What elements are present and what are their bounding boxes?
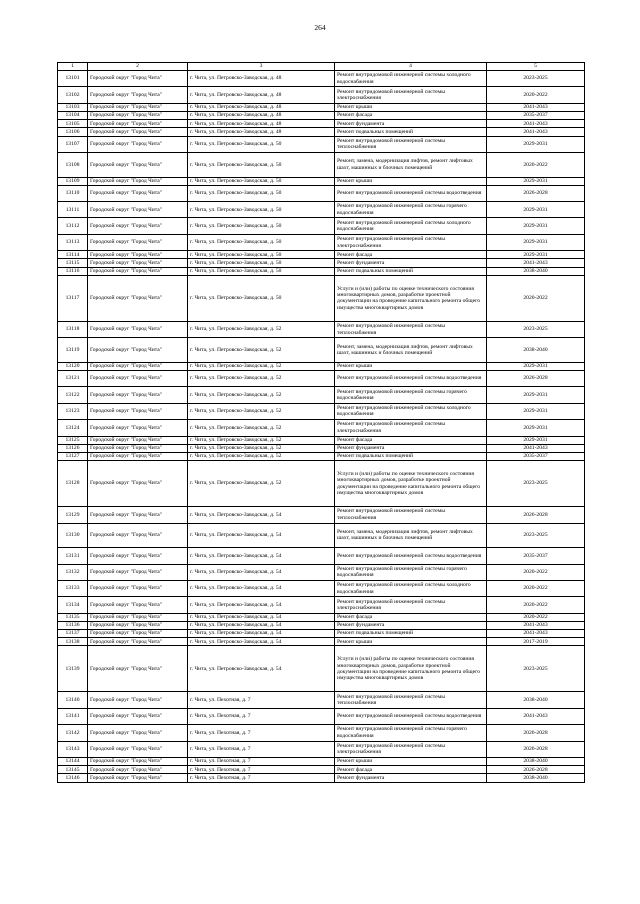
table-row [58,251,585,259]
address-cell: г. Чита, ул. Петровско-Заводская, д. 50 [188,136,335,152]
row-number: 13135 [58,613,88,621]
address-cell: г. Чита, ул. Петровско-Заводская, д. 48 [188,87,335,103]
work-type-cell: Ремонт внутридомовой инженерной системы водоотведения [335,708,487,724]
work-type-cell: Ремонт фасада [335,251,487,259]
municipality-cell: Городской округ "Город Чита" [88,452,188,460]
address-cell: г. Чита, ул. Петровско-Заводская, д. 50 [188,202,335,218]
column-header-1: 1 [58,63,88,71]
work-type-cell: Ремонт внутридомовой инженерной системы водоотведения [335,548,487,564]
work-type-cell: Услуги и (или) работы по оценке технического состояния многоквартирных домов, разработке проектной документации на проведение капитального ремонта общего имущества многоквартирных домов [335,646,487,692]
period-cell: 2023-2025 [487,646,585,692]
municipality-cell: Городской округ "Город Чита" [88,548,188,564]
table-row [58,387,585,403]
municipality-cell: Городской округ "Город Чита" [88,267,188,275]
work-type-cell: Ремонт крыши [335,177,487,185]
period-cell: 2029-2031 [487,251,585,259]
table-row [58,638,585,646]
municipality-cell: Городской округ "Город Чита" [88,436,188,444]
period-cell: 2029-2031 [487,136,585,152]
table-body [58,71,585,783]
row-number: 13114 [58,251,88,259]
work-type-cell: Ремонт внутридомовой инженерной системы водоотведения [335,185,487,201]
work-type-cell: Ремонт фасада [335,766,487,774]
table-row [58,452,585,460]
row-number: 13109 [58,177,88,185]
address-cell: г. Чита, ул. Пехотная, д. 7 [188,708,335,724]
address-cell: г. Чита, ул. Петровско-Заводская, д. 52 [188,321,335,337]
table-row [58,338,585,363]
row-number: 13125 [58,436,88,444]
period-cell: 2041-2043 [487,259,585,267]
work-type-cell: Ремонт подвальных помещений [335,452,487,460]
address-cell: г. Чита, ул. Пехотная, д. 7 [188,725,335,741]
work-type-cell: Ремонт внутридомовой инженерной системы теплоснабжения [335,136,487,152]
row-number: 13117 [58,275,88,321]
table-row [58,436,585,444]
work-type-cell: Ремонт фасада [335,436,487,444]
municipality-cell: Городской округ "Город Чита" [88,741,188,757]
table-row [58,218,585,234]
municipality-cell: Городской округ "Город Чита" [88,646,188,692]
municipality-cell: Городской округ "Город Чита" [88,251,188,259]
work-type-cell: Ремонт, замена, модернизация лифтов, ремонт лифтовых шахт, машинных и блочных помещений [335,152,487,177]
row-number: 13145 [58,766,88,774]
period-cell: 2020-2022 [487,613,585,621]
table-row [58,136,585,152]
work-type-cell: Ремонт внутридомовой инженерной системы электроснабжения [335,420,487,436]
table-row [58,444,585,452]
period-cell: 2029-2031 [487,420,585,436]
address-cell: г. Чита, ул. Петровско-Заводская, д. 54 [188,621,335,629]
row-number: 13137 [58,630,88,638]
municipality-cell: Городской округ "Город Чита" [88,523,188,548]
work-type-cell: Ремонт внутридомовой инженерной системы горячего водоснабжения [335,564,487,580]
period-cell: 2029-2031 [487,218,585,234]
work-type-cell: Ремонт фундамента [335,444,487,452]
row-number: 13129 [58,507,88,523]
table-row [58,152,585,177]
row-number: 13110 [58,185,88,201]
row-number: 13105 [58,120,88,128]
row-number: 13121 [58,371,88,387]
row-number: 13102 [58,87,88,103]
page-number: 264 [314,23,326,32]
work-type-cell: Ремонт внутридомовой инженерной системы водоотведения [335,371,487,387]
period-cell: 2041-2043 [487,120,585,128]
address-cell: г. Чита, ул. Петровско-Заводская, д. 50 [188,275,335,321]
work-type-cell: Ремонт крыши [335,757,487,765]
table-row [58,741,585,757]
period-cell: 2020-2022 [487,152,585,177]
address-cell: г. Чита, ул. Петровско-Заводская, д. 50 [188,218,335,234]
work-type-cell: Ремонт внутридомовой инженерной системы холодного водоснабжения [335,71,487,87]
row-number: 13139 [58,646,88,692]
table-row [58,371,585,387]
table-row [58,71,585,87]
address-cell: г. Чита, ул. Петровско-Заводская, д. 54 [188,630,335,638]
address-cell: г. Чита, ул. Петровско-Заводская, д. 48 [188,103,335,111]
period-cell: 2038-2040 [487,757,585,765]
table-row [58,630,585,638]
municipality-cell: Городской округ "Город Чита" [88,613,188,621]
address-cell: г. Чита, ул. Петровско-Заводская, д. 52 [188,371,335,387]
work-type-cell: Ремонт подвальных помещений [335,128,487,136]
work-type-cell: Ремонт внутридомовой инженерной системы горячего водоснабжения [335,725,487,741]
work-type-cell: Ремонт внутридомовой инженерной системы электроснабжения [335,741,487,757]
period-cell: 2029-2031 [487,234,585,250]
period-cell: 2026-2028 [487,185,585,201]
table-row [58,362,585,370]
table-row [58,177,585,185]
work-type-cell: Ремонт крыши [335,638,487,646]
address-cell: г. Чита, ул. Петровско-Заводская, д. 52 [188,436,335,444]
address-cell: г. Чита, ул. Петровско-Заводская, д. 54 [188,564,335,580]
table-header [58,63,585,71]
period-cell: 2041-2043 [487,708,585,724]
municipality-cell: Городской округ "Город Чита" [88,87,188,103]
row-number: 13126 [58,444,88,452]
row-number: 13119 [58,338,88,363]
table-row [58,128,585,136]
table-row [58,507,585,523]
period-cell: 2038-2040 [487,774,585,782]
table-row [58,692,585,708]
municipality-cell: Городской округ "Город Чита" [88,597,188,613]
municipality-cell: Городской округ "Город Чита" [88,71,188,87]
period-cell: 2035-2037 [487,548,585,564]
row-number: 13134 [58,597,88,613]
work-type-cell: Ремонт внутридомовой инженерной системы теплоснабжения [335,321,487,337]
address-cell: г. Чита, ул. Петровско-Заводская, д. 50 [188,152,335,177]
row-number: 13128 [58,461,88,507]
address-cell: г. Чита, ул. Петровско-Заводская, д. 52 [188,444,335,452]
municipality-cell: Городской округ "Город Чита" [88,725,188,741]
table-row [58,548,585,564]
municipality-cell: Городской округ "Город Чита" [88,202,188,218]
municipality-cell: Городской округ "Город Чита" [88,128,188,136]
capital-repair-table [57,62,585,783]
period-cell: 2023-2025 [487,523,585,548]
table-row [58,403,585,419]
period-cell: 2023-2025 [487,321,585,337]
period-cell: 2041-2043 [487,128,585,136]
row-number: 13140 [58,692,88,708]
work-type-cell: Ремонт крыши [335,362,487,370]
address-cell: г. Чита, ул. Петровско-Заводская, д. 52 [188,403,335,419]
work-type-cell: Ремонт фундамента [335,120,487,128]
table-row [58,202,585,218]
table-row [58,267,585,275]
municipality-cell: Городской округ "Город Чита" [88,774,188,782]
municipality-cell: Городской округ "Город Чита" [88,638,188,646]
municipality-cell: Городской округ "Город Чита" [88,321,188,337]
municipality-cell: Городской округ "Город Чита" [88,692,188,708]
table-row [58,87,585,103]
row-number: 13123 [58,403,88,419]
row-number: 13112 [58,218,88,234]
municipality-cell: Городской округ "Город Чита" [88,420,188,436]
period-cell: 2017-2019 [487,638,585,646]
period-cell: 2035-2037 [487,452,585,460]
address-cell: г. Чита, ул. Петровско-Заводская, д. 52 [188,420,335,436]
municipality-cell: Городской округ "Город Чита" [88,621,188,629]
municipality-cell: Городской округ "Город Чита" [88,177,188,185]
table-row [58,461,585,507]
period-cell: 2041-2043 [487,630,585,638]
municipality-cell: Городской округ "Город Чита" [88,387,188,403]
period-cell: 2029-2031 [487,436,585,444]
municipality-cell: Городской округ "Город Чита" [88,259,188,267]
column-header-4: 4 [335,63,487,71]
period-cell: 2026-2028 [487,507,585,523]
row-number: 13131 [58,548,88,564]
row-number: 13113 [58,234,88,250]
table-row [58,420,585,436]
address-cell: г. Чита, ул. Петровско-Заводская, д. 52 [188,362,335,370]
period-cell: 2038-2040 [487,692,585,708]
row-number: 13104 [58,111,88,119]
municipality-cell: Городской округ "Город Чита" [88,120,188,128]
table-row [58,757,585,765]
address-cell: г. Чита, ул. Петровско-Заводская, д. 48 [188,128,335,136]
address-cell: г. Чита, ул. Пехотная, д. 7 [188,766,335,774]
address-cell: г. Чита, ул. Петровско-Заводская, д. 54 [188,523,335,548]
municipality-cell: Городской округ "Город Чита" [88,371,188,387]
municipality-cell: Городской округ "Город Чита" [88,111,188,119]
address-cell: г. Чита, ул. Петровско-Заводская, д. 50 [188,251,335,259]
municipality-cell: Городской округ "Город Чита" [88,580,188,596]
period-cell: 2023-2025 [487,71,585,87]
table-row [58,597,585,613]
work-type-cell: Ремонт внутридомовой инженерной системы холодного водоснабжения [335,403,487,419]
municipality-cell: Городской округ "Город Чита" [88,564,188,580]
work-type-cell: Ремонт фундамента [335,774,487,782]
work-type-cell: Ремонт внутридомовой инженерной системы холодного водоснабжения [335,580,487,596]
period-cell: 2041-2043 [487,621,585,629]
table-row [58,646,585,692]
address-cell: г. Чита, ул. Пехотная, д. 7 [188,692,335,708]
table-row [58,111,585,119]
table-row [58,103,585,111]
row-number: 13120 [58,362,88,370]
period-cell: 2023-2025 [487,461,585,507]
table-row [58,275,585,321]
address-cell: г. Чита, ул. Петровско-Заводская, д. 50 [188,234,335,250]
table-row [58,621,585,629]
work-type-cell: Ремонт фасада [335,111,487,119]
row-number: 13107 [58,136,88,152]
address-cell: г. Чита, ул. Петровско-Заводская, д. 48 [188,71,335,87]
address-cell: г. Чита, ул. Петровско-Заводская, д. 52 [188,452,335,460]
column-header-5: 5 [487,63,585,71]
header-row [58,63,585,71]
row-number: 13106 [58,128,88,136]
period-cell: 2029-2031 [487,177,585,185]
period-cell: 2020-2022 [487,87,585,103]
period-cell: 2038-2040 [487,267,585,275]
work-type-cell: Ремонт внутридомовой инженерной системы горячего водоснабжения [335,387,487,403]
period-cell: 2026-2028 [487,766,585,774]
period-cell: 2020-2022 [487,275,585,321]
table-row [58,766,585,774]
work-type-cell: Ремонт фасада [335,613,487,621]
address-cell: г. Чита, ул. Петровско-Заводская, д. 54 [188,646,335,692]
row-number: 13111 [58,202,88,218]
work-type-cell: Ремонт фундамента [335,621,487,629]
row-number: 13124 [58,420,88,436]
period-cell: 2026-2028 [487,725,585,741]
table-row [58,708,585,724]
table-row [58,120,585,128]
row-number: 13143 [58,741,88,757]
row-number: 13103 [58,103,88,111]
work-type-cell: Ремонт внутридомовой инженерной системы горячего водоснабжения [335,202,487,218]
period-cell: 2020-2022 [487,597,585,613]
row-number: 13127 [58,452,88,460]
period-cell: 2038-2040 [487,338,585,363]
address-cell: г. Чита, ул. Петровско-Заводская, д. 54 [188,507,335,523]
period-cell: 2029-2031 [487,362,585,370]
work-type-cell: Ремонт подвальных помещений [335,630,487,638]
row-number: 13146 [58,774,88,782]
table-row [58,725,585,741]
row-number: 13115 [58,259,88,267]
address-cell: г. Чита, ул. Петровско-Заводская, д. 54 [188,597,335,613]
table-row [58,523,585,548]
row-number: 13132 [58,564,88,580]
row-number: 13118 [58,321,88,337]
column-header-2: 2 [88,63,188,71]
municipality-cell: Городской округ "Город Чита" [88,630,188,638]
address-cell: г. Чита, ул. Петровско-Заводская, д. 50 [188,267,335,275]
period-cell: 2020-2022 [487,564,585,580]
address-cell: г. Чита, ул. Пехотная, д. 7 [188,757,335,765]
work-type-cell: Услуги и (или) работы по оценке технического состояния многоквартирных домов, разработке проектной документации на проведение капитального ремонта общего имущества многоквартирных домов [335,275,487,321]
period-cell: 2041-2043 [487,444,585,452]
address-cell: г. Чита, ул. Петровско-Заводская, д. 52 [188,338,335,363]
address-cell: г. Чита, ул. Петровско-Заводская, д. 52 [188,387,335,403]
table-row [58,774,585,782]
period-cell: 2020-2022 [487,580,585,596]
municipality-cell: Городской округ "Город Чита" [88,766,188,774]
work-type-cell: Ремонт фундамента [335,259,487,267]
address-cell: г. Чита, ул. Петровско-Заводская, д. 54 [188,580,335,596]
period-cell: 2029-2031 [487,202,585,218]
municipality-cell: Городской округ "Город Чита" [88,103,188,111]
address-cell: г. Чита, ул. Петровско-Заводская, д. 54 [188,638,335,646]
work-type-cell: Ремонт, замена, модернизация лифтов, ремонт лифтовых шахт, машинных и блочных помещений [335,523,487,548]
column-header-3: 3 [188,63,335,71]
municipality-cell: Городской округ "Город Чита" [88,461,188,507]
row-number: 13122 [58,387,88,403]
table-row [58,580,585,596]
address-cell: г. Чита, ул. Пехотная, д. 7 [188,774,335,782]
row-number: 13116 [58,267,88,275]
row-number: 13141 [58,708,88,724]
row-number: 13101 [58,71,88,87]
row-number: 13138 [58,638,88,646]
table-row [58,259,585,267]
work-type-cell: Ремонт внутридомовой инженерной системы электроснабжения [335,87,487,103]
address-cell: г. Чита, ул. Петровско-Заводская, д. 54 [188,613,335,621]
row-number: 13142 [58,725,88,741]
row-number: 13136 [58,621,88,629]
address-cell: г. Чита, ул. Петровско-Заводская, д. 48 [188,120,335,128]
work-type-cell: Ремонт внутридомовой инженерной системы электроснабжения [335,234,487,250]
table-row [58,564,585,580]
municipality-cell: Городской округ "Город Чита" [88,136,188,152]
address-cell: г. Чита, ул. Петровско-Заводская, д. 48 [188,111,335,119]
address-cell: г. Чита, ул. Петровско-Заводская, д. 50 [188,185,335,201]
row-number: 13133 [58,580,88,596]
municipality-cell: Городской округ "Город Чита" [88,708,188,724]
period-cell: 2029-2031 [487,403,585,419]
table-row [58,234,585,250]
work-type-cell: Ремонт внутридомовой инженерной системы теплоснабжения [335,507,487,523]
address-cell: г. Чита, ул. Петровско-Заводская, д. 50 [188,259,335,267]
period-cell: 2026-2028 [487,371,585,387]
municipality-cell: Городской округ "Город Чита" [88,338,188,363]
municipality-cell: Городской округ "Город Чита" [88,234,188,250]
work-type-cell: Ремонт подвальных помещений [335,267,487,275]
period-cell: 2029-2031 [487,387,585,403]
address-cell: г. Чита, ул. Петровско-Заводская, д. 52 [188,461,335,507]
period-cell: 2041-2043 [487,103,585,111]
row-number: 13108 [58,152,88,177]
work-type-cell: Ремонт внутридомовой инженерной системы электроснабжения [335,597,487,613]
period-cell: 2035-2037 [487,111,585,119]
municipality-cell: Городской округ "Город Чита" [88,218,188,234]
table-row [58,613,585,621]
work-type-cell: Ремонт крыши [335,103,487,111]
municipality-cell: Городской округ "Город Чита" [88,757,188,765]
municipality-cell: Городской округ "Город Чита" [88,275,188,321]
address-cell: г. Чита, ул. Пехотная, д. 7 [188,741,335,757]
work-type-cell: Услуги и (или) работы по оценке технического состояния многоквартирных домов, разработке проектной документации на проведение капитального ремонта общего имущества многоквартирных домов [335,461,487,507]
period-cell: 2026-2028 [487,741,585,757]
table-row [58,321,585,337]
municipality-cell: Городской округ "Город Чита" [88,507,188,523]
row-number: 13144 [58,757,88,765]
municipality-cell: Городской округ "Город Чита" [88,444,188,452]
address-cell: г. Чита, ул. Петровско-Заводская, д. 54 [188,548,335,564]
municipality-cell: Городской округ "Город Чита" [88,185,188,201]
work-type-cell: Ремонт внутридомовой инженерной системы холодного водоснабжения [335,218,487,234]
address-cell: г. Чита, ул. Петровско-Заводская, д. 50 [188,177,335,185]
work-type-cell: Ремонт, замена, модернизация лифтов, ремонт лифтовых шахт, машинных и блочных помещений [335,338,487,363]
table-row [58,185,585,201]
row-number: 13130 [58,523,88,548]
municipality-cell: Городской округ "Город Чита" [88,362,188,370]
municipality-cell: Городской округ "Город Чита" [88,152,188,177]
work-type-cell: Ремонт внутридомовой инженерной системы теплоснабжения [335,692,487,708]
municipality-cell: Городской округ "Город Чита" [88,403,188,419]
